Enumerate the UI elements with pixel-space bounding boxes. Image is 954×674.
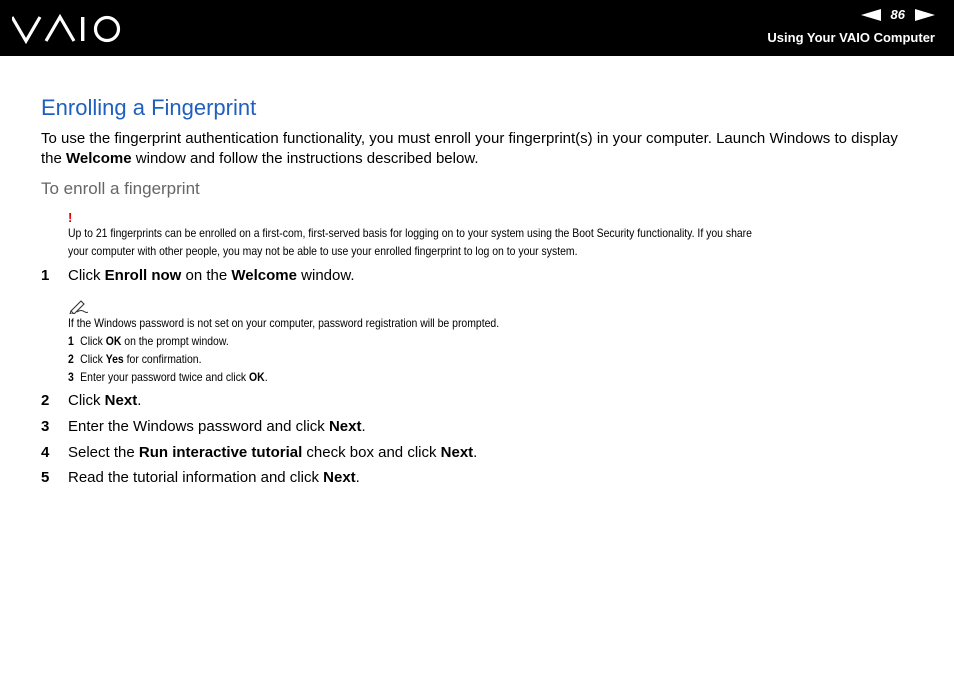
step-text (68, 468, 360, 488)
next-page-arrow-icon[interactable] (915, 9, 935, 21)
substep-number: 3 (68, 370, 74, 384)
step-bold-part: Next (328, 418, 362, 435)
step-text (68, 443, 477, 463)
intro-paragraph (41, 129, 921, 169)
substep-text: for confirmation. (123, 352, 202, 366)
note-text: If the Windows password is not set on your computer, password registration will be prompted. (68, 316, 500, 330)
step-text-part: . (473, 444, 478, 461)
step-text-part: . (137, 392, 142, 409)
step-text-part: window. (296, 267, 355, 284)
warning-line-1: Up to 21 fingerprints can be enrolled on a first-com, first-served basis for logging on to your system using the Boot Security functionality. If you share (68, 226, 752, 240)
step-text (68, 266, 355, 286)
section-title: Using Your VAIO Computer (767, 30, 935, 45)
substep-bold: OK (249, 370, 265, 384)
step-number: 4 (41, 444, 50, 461)
note-substep-2 (68, 350, 499, 368)
note-pencil-icon (68, 298, 88, 314)
page-navigation (861, 6, 935, 24)
substep-text: . (264, 370, 268, 384)
substep-text: on the prompt window. (121, 334, 229, 348)
substep-bold: Yes (105, 352, 124, 366)
step-number: 1 (41, 267, 50, 284)
substep-number: 1 (68, 334, 74, 348)
procedure-heading: To enroll a fingerprint (41, 179, 200, 198)
note-block (68, 314, 499, 386)
step-text-part: Select the (68, 444, 139, 461)
warning-icon: ! (68, 210, 73, 225)
page-title: Enrolling a Fingerprint (41, 95, 257, 120)
substep-bold: OK (105, 334, 122, 348)
step-number: 2 (41, 392, 50, 409)
step-text (68, 417, 366, 437)
vaio-logo (12, 14, 122, 44)
substep-text: Click (80, 334, 106, 348)
step-text-part: Enter the Windows password and click (68, 418, 329, 435)
warning-text (68, 224, 752, 260)
intro-bold-welcome: Welcome (66, 150, 132, 167)
step-text (68, 391, 141, 411)
warning-line-2: your computer with other people, you may not be able to use your enrolled fingerprint to log on to your system. (68, 244, 578, 258)
step-number: 3 (41, 418, 50, 435)
intro-text-1: To use the fingerprint authentication functionality, you must enroll your fingerprint(s) in your computer. Launch Windows to display the (41, 130, 898, 167)
page-header (0, 0, 954, 56)
step-bold-part: Run interactive tutorial (138, 444, 303, 461)
substep-text: Click (80, 352, 106, 366)
substep-number: 2 (68, 352, 74, 366)
step-text-part: Read the tutorial information and click (68, 469, 324, 486)
step-text-part: Click (68, 392, 105, 409)
step-text-part: on the (181, 267, 232, 284)
previous-page-arrow-icon[interactable] (861, 9, 881, 21)
step-text-part: Click (68, 267, 105, 284)
page-number: 86 (890, 7, 905, 22)
step-bold-part: Enroll now (104, 267, 182, 284)
step-bold-part: Welcome (231, 267, 297, 284)
step-number: 5 (41, 469, 50, 486)
note-substep-1 (68, 332, 499, 350)
intro-text-2: window and follow the instructions described below. (131, 150, 479, 167)
substep-text: Enter your password twice and click (80, 370, 250, 384)
step-text-part: . (355, 469, 360, 486)
step-text-part: . (361, 418, 366, 435)
step-bold-part: Next (440, 444, 474, 461)
note-substep-3 (68, 368, 499, 386)
step-bold-part: Next (104, 392, 138, 409)
step-bold-part: Next (323, 469, 356, 486)
step-text-part: check box and click (302, 444, 441, 461)
